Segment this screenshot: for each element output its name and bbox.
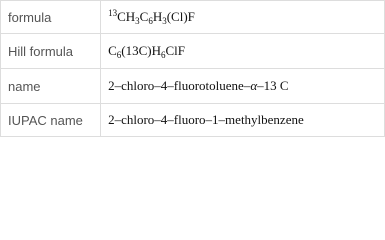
text-segment: 2–chloro–4–fluoro–1–methylbenzene	[108, 112, 304, 127]
row-label-formula: formula	[1, 1, 101, 34]
table-row	[1, 69, 385, 104]
text-segment: ClF	[165, 43, 185, 58]
table-row	[1, 1, 385, 34]
subscript: 6	[116, 50, 122, 60]
subscript: 6	[160, 50, 166, 60]
text-segment: 2–chloro–4–fluorotoluene–	[108, 78, 251, 93]
text-segment: C	[108, 43, 117, 58]
subscript: 6	[148, 16, 153, 26]
text-segment: α	[250, 78, 258, 93]
row-label-hill-formula: Hill formula	[1, 34, 101, 69]
name-value	[101, 69, 385, 104]
row-label-name: name	[1, 69, 101, 104]
text-segment: (13C)H	[121, 43, 161, 58]
text-segment: –13 C	[257, 78, 289, 93]
text-segment: (Cl)F	[166, 9, 195, 24]
table-row	[1, 34, 385, 69]
text-segment: CH	[117, 9, 136, 24]
subscript: 3	[135, 16, 140, 26]
subscript: 3	[162, 16, 167, 26]
hill-formula-value	[101, 34, 385, 69]
row-label-iupac-name: IUPAC name	[1, 104, 101, 137]
table-row	[1, 104, 385, 137]
text-segment: H	[152, 9, 163, 24]
superscript: 13	[108, 8, 118, 18]
iupac-name-value	[101, 104, 385, 137]
formula-value	[101, 1, 385, 34]
text-segment: C	[139, 9, 149, 24]
